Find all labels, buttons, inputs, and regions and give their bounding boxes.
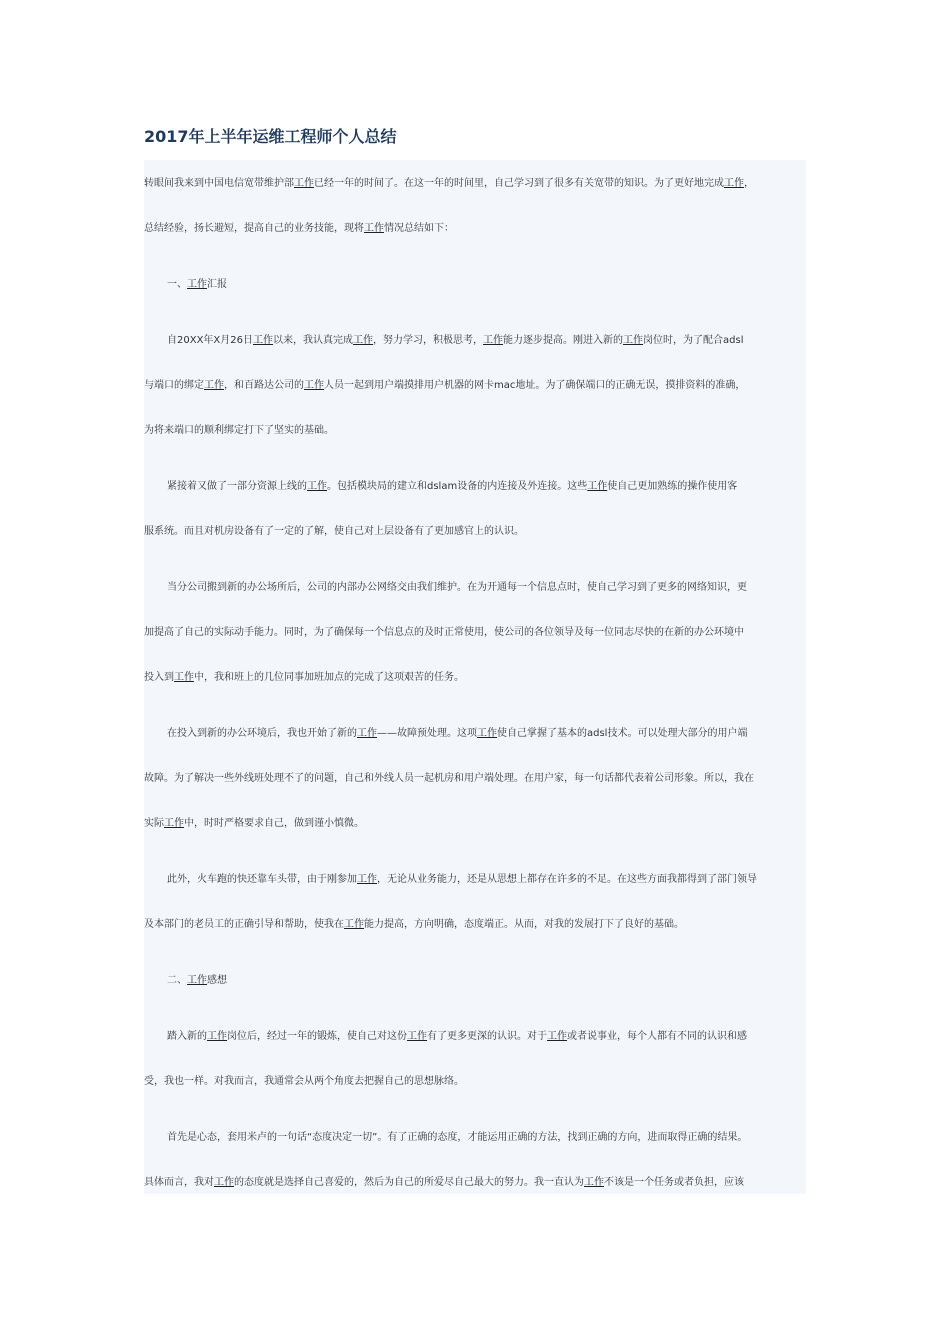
text-segment: 投入到 [144, 672, 174, 683]
text-segment: 中，时时严格要求自己，做到谨小慎微。 [184, 818, 364, 829]
text-segment: ，和百路达公司的 [224, 380, 304, 391]
text-segment: 首先是心态，套用米卢的一句话“态度决定一切”。有了正确的态度，才能运用正确的方法，找到正确的方向，进而取得正确的结果。 [167, 1132, 748, 1143]
keyword-link[interactable]: 工作 [353, 335, 374, 346]
text-segment: 二、 [167, 975, 187, 986]
text-segment: 汇报 [207, 279, 227, 290]
keyword-link[interactable]: 工作 [584, 1177, 604, 1188]
text-line [144, 222, 454, 236]
text-segment: 在投入到新的办公环境后，我也开始了新的 [167, 728, 357, 739]
text-segment: ，努力学习，积极思考， [373, 335, 484, 346]
keyword-link[interactable]: 工作 [724, 178, 744, 189]
text-line [144, 1075, 464, 1089]
text-segment: 自20XX年X月26日 [167, 335, 254, 346]
text-segment: 一、 [167, 279, 187, 290]
keyword-link[interactable]: 工作 [214, 1177, 234, 1188]
keyword-link[interactable]: 工作 [477, 728, 497, 739]
text-line [167, 581, 747, 595]
text-segment: ，无论从业务能力，还是从思想上都存在许多的不足。在这些方面我都得到了部门领导 [377, 874, 757, 885]
keyword-link[interactable]: 工作 [357, 728, 377, 739]
text-segment: 转眼间我来到中国电信宽带维护部 [144, 178, 294, 189]
text-segment: 故障。为了解决一些外线班处理不了的问题，自己和外线人员一起机房和用户端处理。在用户家，每一句话都代表着公司形象。所以，我在 [144, 773, 754, 784]
section-heading [167, 278, 227, 292]
text-segment: 或者说事业，每个人都有不同的认识和感 [567, 1031, 747, 1042]
text-segment: 。包括模块局的建立和dslam设备的内连接及外连接。这些 [327, 481, 588, 492]
text-segment: 人员一起到用户端摸排用户机器的网卡mac地址。为了确保端口的正确无误，摸排资料的准确， [324, 380, 746, 391]
text-segment: 能力提高，方向明确，态度端正。从而，对我的发展打下了良好的基础。 [364, 919, 684, 930]
text-segment: 为将来端口的顺利绑定打下了坚实的基础。 [144, 425, 334, 436]
keyword-link[interactable]: 工作 [307, 481, 327, 492]
text-segment: 的态度就是选择自己喜爱的，然后为自己的所爱尽自己最大的努力。我一直认为 [234, 1177, 584, 1188]
text-line [144, 817, 364, 831]
text-segment: 岗位时，为了配合adsl [643, 335, 744, 346]
keyword-link[interactable]: 工作 [364, 223, 384, 234]
keyword-link[interactable]: 工作 [204, 380, 224, 391]
text-segment: 实际 [144, 818, 164, 829]
text-line [167, 1030, 747, 1044]
page-title: 2017年上半年运维工程师个人总结 [144, 127, 397, 146]
text-line [144, 918, 684, 932]
keyword-link[interactable]: 工作 [407, 1031, 427, 1042]
text-segment: 具体而言，我对 [144, 1177, 214, 1188]
text-segment: 此外，火车跑的快还靠车头带，由于刚参加 [167, 874, 357, 885]
text-line [144, 525, 524, 539]
keyword-link[interactable]: 工作 [547, 1031, 567, 1042]
text-line [144, 671, 464, 685]
keyword-link[interactable]: 工作 [187, 975, 207, 986]
text-segment: 能力逐步提高。刚进入新的 [503, 335, 624, 346]
text-segment: ， [744, 178, 754, 189]
text-line [167, 873, 757, 887]
text-segment: 情况总结如下： [384, 223, 454, 234]
text-line [144, 424, 334, 438]
keyword-link[interactable]: 工作 [187, 279, 207, 290]
article-body [144, 160, 806, 1194]
keyword-link[interactable]: 工作 [357, 874, 377, 885]
text-line [144, 379, 745, 393]
text-line [167, 1131, 747, 1145]
keyword-link[interactable]: 工作 [623, 335, 644, 346]
text-segment: 感想 [207, 975, 227, 986]
text-segment: 加提高了自己的实际动手能力。同时，为了确保每一个信息点的及时正常使用，使公司的各位领导及每一位同志尽快的在新的办公环境中 [144, 627, 744, 638]
text-segment: 以来，我认真完成 [273, 335, 354, 346]
text-segment: 岗位后，经过一年的锻炼，使自己对这份 [227, 1031, 407, 1042]
text-segment: 有了更多更深的认识。对于 [427, 1031, 547, 1042]
keyword-link[interactable]: 工作 [483, 335, 504, 346]
text-line [167, 480, 737, 494]
text-segment: 踏入新的 [167, 1031, 207, 1042]
text-line [167, 334, 743, 348]
text-segment: 受，我也一样。对我而言，我通常会从两个角度去把握自己的思想脉络。 [144, 1076, 464, 1087]
keyword-link[interactable]: 工作 [344, 919, 364, 930]
text-segment: 与端口的绑定 [144, 380, 204, 391]
text-line [144, 177, 754, 191]
text-line [144, 626, 744, 640]
text-segment: 当分公司搬到新的办公场所后，公司的内部办公网络交由我们维护。在为开通每一个信息点时，使自己学习到了更多的网络知识，更 [167, 582, 747, 593]
text-segment: 不该是一个任务或者负担，应该 [604, 1177, 744, 1188]
text-segment: ——故障预处理。这项 [377, 728, 477, 739]
text-segment: 使自己掌握了基本的adsl技术。可以处理大部分的用户端 [497, 728, 748, 739]
keyword-link[interactable]: 工作 [164, 818, 184, 829]
text-segment: 及本部门的老员工的正确引导和帮助，使我在 [144, 919, 344, 930]
keyword-link[interactable]: 工作 [587, 481, 608, 492]
text-segment: 使自己更加熟练的操作使用客 [607, 481, 738, 492]
text-segment: 紧接着又做了一部分资源上线的 [167, 481, 307, 492]
keyword-link[interactable]: 工作 [294, 178, 314, 189]
text-line [144, 772, 754, 786]
text-segment: 服系统。而且对机房设备有了一定的了解，使自己对上层设备有了更加感官上的认识。 [144, 526, 524, 537]
keyword-link[interactable]: 工作 [207, 1031, 227, 1042]
text-segment: 中，我和班上的几位同事加班加点的完成了这项艰苦的任务。 [194, 672, 464, 683]
text-line [167, 727, 747, 741]
text-segment: 总结经验，扬长避短，提高自己的业务技能，现将 [144, 223, 364, 234]
keyword-link[interactable]: 工作 [304, 380, 324, 391]
text-segment: 已经一年的时间了。在这一年的时间里，自己学习到了很多有关宽带的知识。为了更好地完成 [314, 178, 724, 189]
keyword-link[interactable]: 工作 [253, 335, 274, 346]
keyword-link[interactable]: 工作 [174, 672, 194, 683]
section-heading [167, 974, 227, 988]
text-line [144, 1176, 744, 1190]
